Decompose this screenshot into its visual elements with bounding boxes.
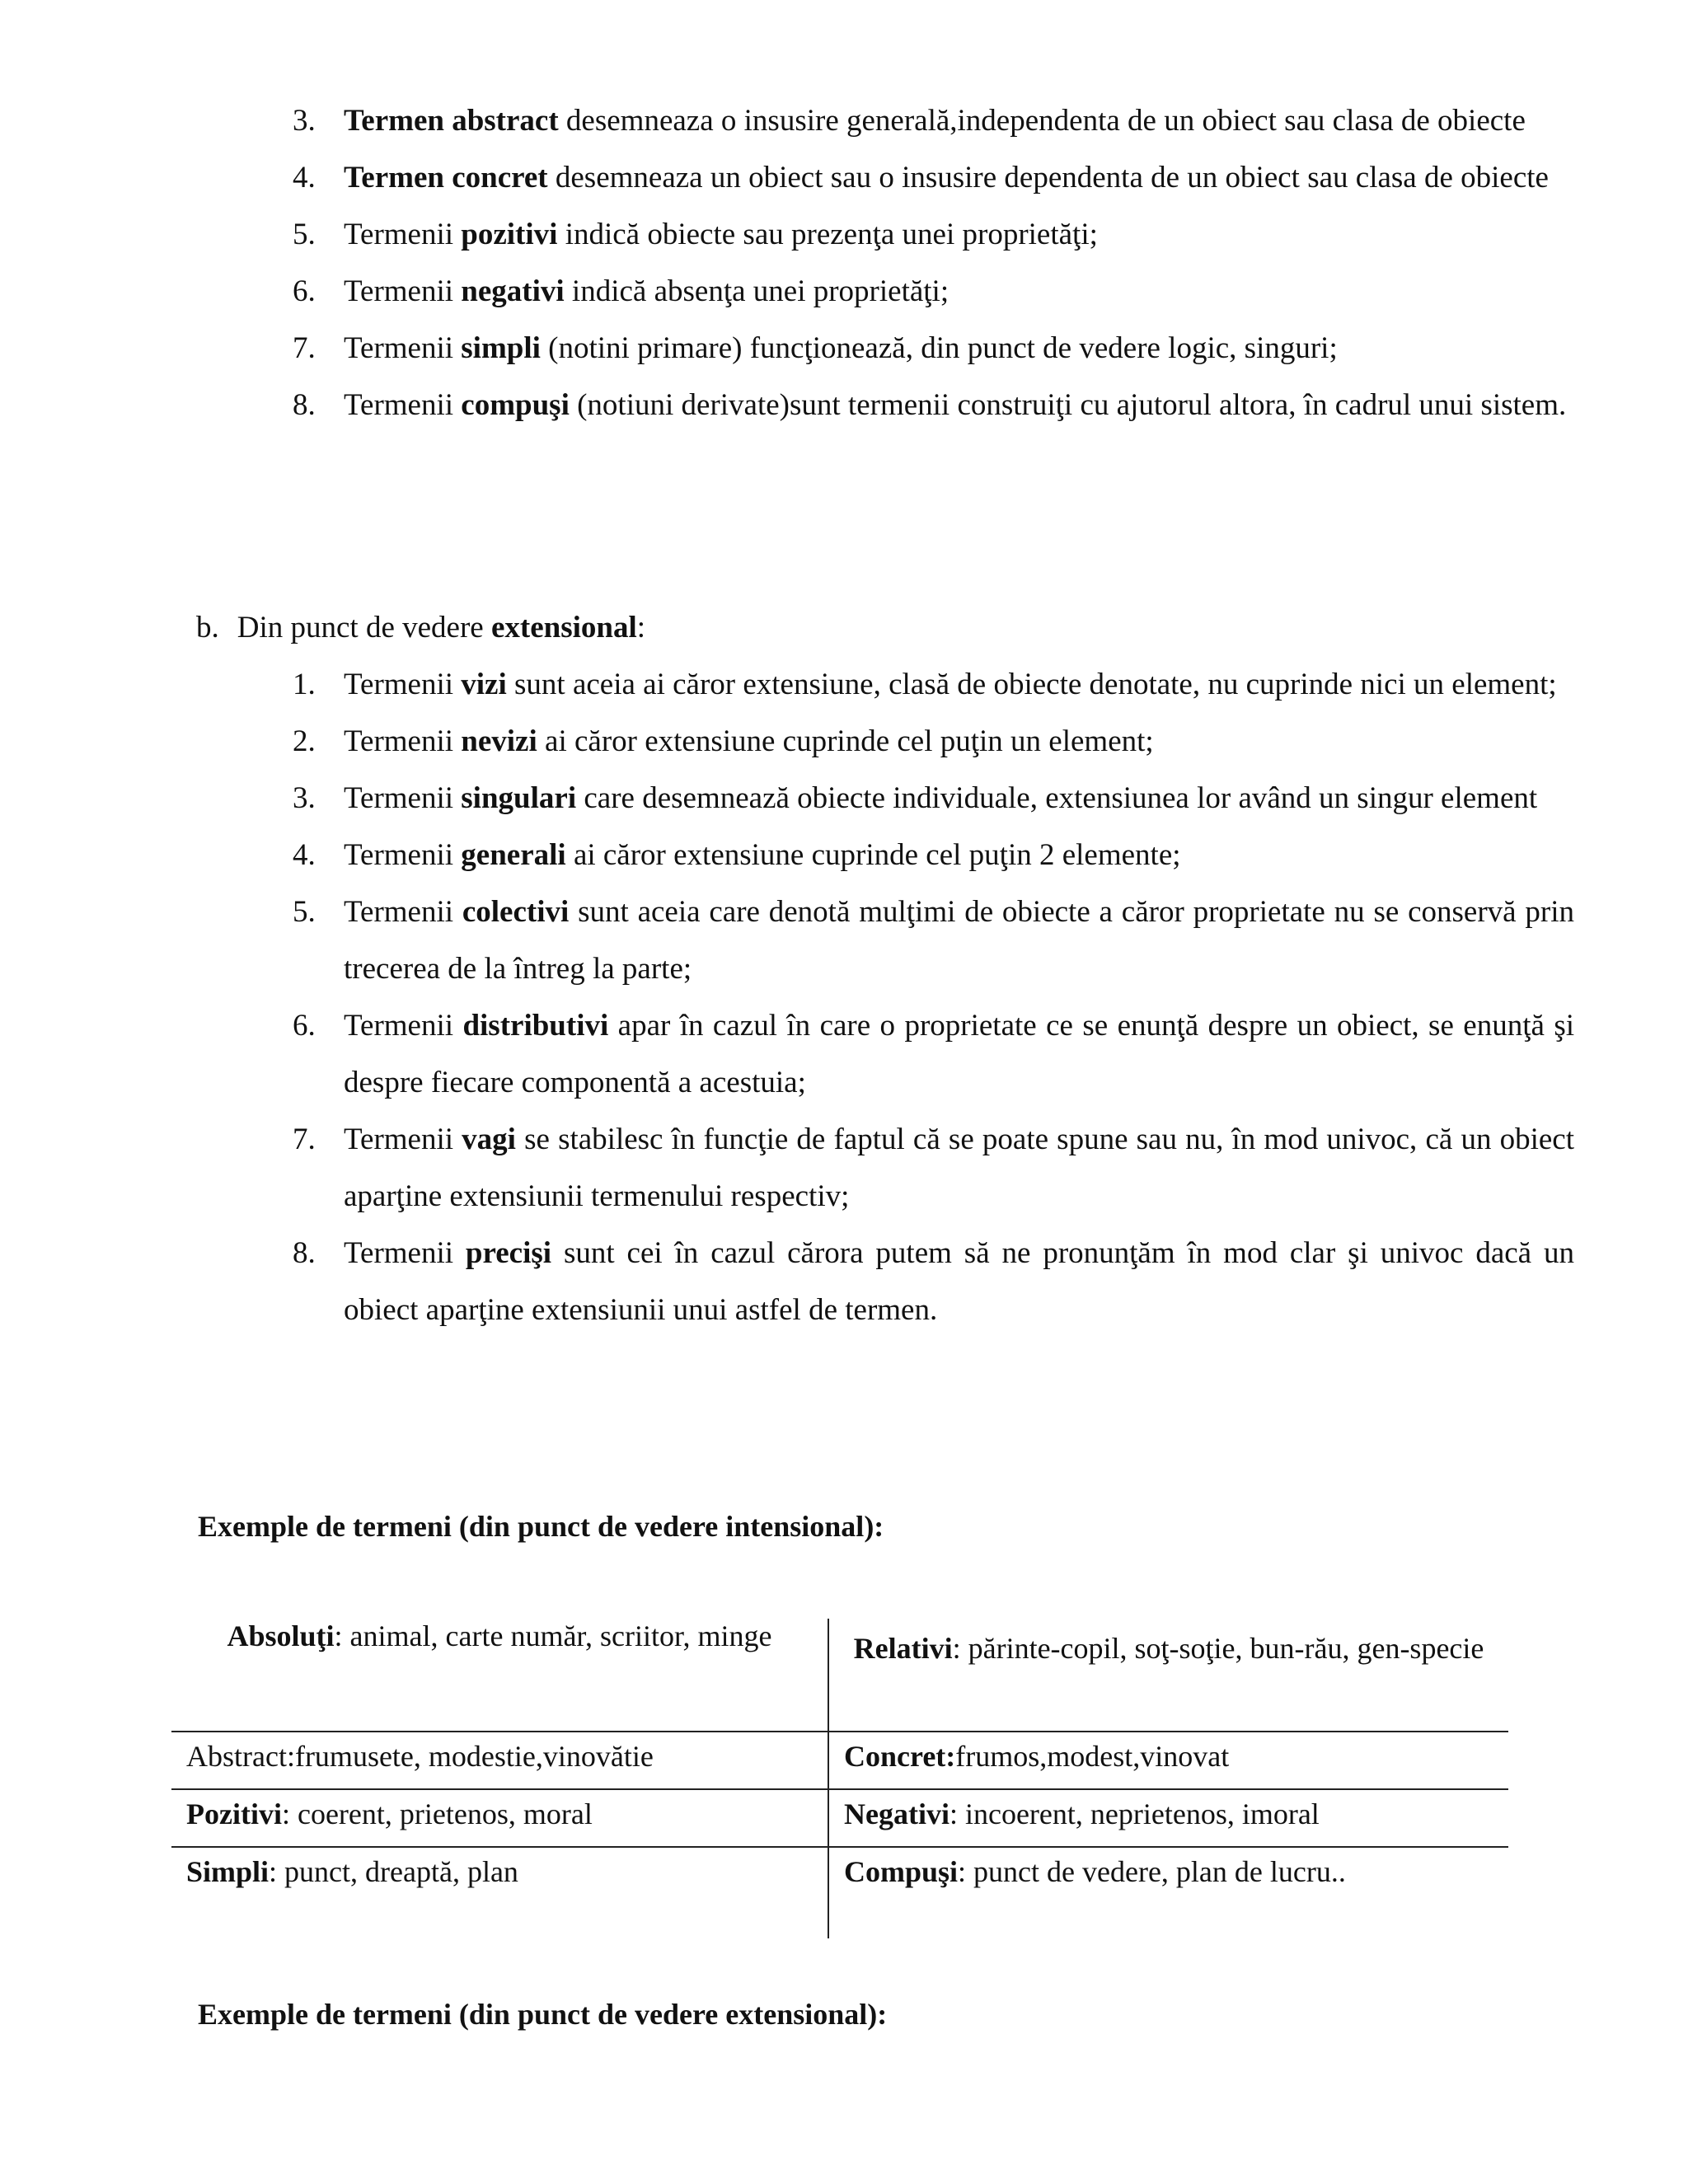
item-number: 5. bbox=[293, 218, 316, 251]
term-prefix: Termenii bbox=[344, 724, 462, 758]
cell-examples: : punct, dreaptă, plan bbox=[269, 1855, 518, 1888]
item-number: 7. bbox=[293, 1122, 316, 1156]
examples-extensional-heading: Exemple de termeni (din punct de vedere extensional): bbox=[198, 1998, 888, 2031]
table-cell bbox=[828, 1619, 1508, 1732]
list-item bbox=[293, 377, 1574, 434]
list-item bbox=[293, 263, 1574, 320]
table-cell bbox=[171, 1847, 828, 1938]
list-item bbox=[293, 149, 1574, 206]
item-number: 6. bbox=[293, 274, 316, 308]
term-definition: desemneaza o insusire generală,independenta de un obiect sau clasa de obiecte bbox=[558, 104, 1526, 138]
list-item bbox=[293, 1111, 1574, 1225]
term-name: vagi bbox=[462, 1122, 516, 1156]
term-name: colectivi bbox=[462, 895, 570, 929]
term-definition: indică obiecte sau prezenţa unei proprietăţi; bbox=[557, 218, 1098, 251]
list-item bbox=[293, 883, 1574, 997]
term-prefix: Termenii bbox=[344, 218, 462, 251]
item-number: 2. bbox=[293, 724, 316, 758]
term-definition: sunt aceia care denotă mulţimi de obiecte a căror proprietate nu se conservă prin trecerea de la întreg la parte; bbox=[344, 895, 1574, 986]
list-item bbox=[293, 206, 1574, 263]
section-b-heading bbox=[196, 599, 645, 656]
cell-examples: : animal, carte număr, scriitor, minge bbox=[334, 1619, 772, 1652]
term-prefix: Termenii bbox=[344, 388, 462, 422]
heading-prefix: Din punct de vedere bbox=[237, 611, 491, 644]
item-number: 8. bbox=[293, 1236, 316, 1270]
cell-examples: : coerent, prietenos, moral bbox=[281, 1797, 593, 1830]
table-cell bbox=[171, 1789, 828, 1847]
term-prefix: Termenii bbox=[344, 331, 462, 365]
term-prefix: Termenii bbox=[344, 274, 462, 308]
heading-bold: extensional bbox=[490, 611, 637, 644]
table-row bbox=[171, 1732, 1508, 1789]
list-item bbox=[293, 92, 1574, 149]
list-item bbox=[293, 656, 1574, 713]
term-name: compuşi bbox=[461, 388, 570, 422]
table-row bbox=[171, 1619, 1508, 1732]
cell-term: Compuşi bbox=[844, 1855, 959, 1888]
cell-examples: : punct de vedere, plan de lucru.. bbox=[958, 1855, 1346, 1888]
term-definition: sunt aceia ai căror extensiune, clasă de obiecte denotate, nu cuprinde nici un element; bbox=[506, 668, 1557, 701]
list-item bbox=[293, 320, 1574, 377]
table-cell bbox=[828, 1789, 1508, 1847]
term-definition: sunt cei în cazul cărora putem să ne pronunţăm în mod clar şi univoc dacă un obiect aparţine extensiunii unui astfel de termen. bbox=[344, 1236, 1574, 1327]
term-name: Termen concret bbox=[344, 161, 548, 194]
term-name: nevizi bbox=[461, 724, 537, 758]
term-prefix: Termenii bbox=[344, 1122, 462, 1156]
term-definition: desemneaza un obiect sau o insusire dependenta de un obiect sau clasa de obiecte bbox=[547, 161, 1549, 194]
table-cell bbox=[828, 1847, 1508, 1938]
item-number: 8. bbox=[293, 388, 316, 422]
term-definition: ai căror extensiune cuprinde cel puţin un element; bbox=[537, 724, 1154, 758]
item-number: 3. bbox=[293, 781, 316, 815]
term-name: generali bbox=[461, 838, 566, 872]
term-prefix: Termenii bbox=[344, 838, 462, 872]
cell-term: Absoluţi bbox=[227, 1619, 335, 1652]
cell-term: Concret: bbox=[844, 1740, 956, 1773]
item-number: 5. bbox=[293, 895, 316, 929]
table-cell bbox=[828, 1732, 1508, 1789]
examples-table bbox=[171, 1619, 1508, 1938]
term-definition: indică absenţa unei proprietăţi; bbox=[564, 274, 950, 308]
term-prefix: Termenii bbox=[344, 1236, 466, 1270]
table-cell bbox=[171, 1619, 828, 1732]
cell-examples: frumos,modest,vinovat bbox=[955, 1740, 1230, 1773]
list-item bbox=[293, 997, 1574, 1111]
item-number: 4. bbox=[293, 161, 316, 194]
list-item bbox=[293, 770, 1574, 827]
list-item bbox=[293, 827, 1574, 883]
term-name: pozitivi bbox=[461, 218, 558, 251]
item-number: b. bbox=[196, 611, 219, 644]
item-number: 1. bbox=[293, 668, 316, 701]
term-name: vizi bbox=[461, 668, 507, 701]
list-item bbox=[293, 713, 1574, 770]
item-number: 3. bbox=[293, 104, 316, 138]
term-definition: care desemnează obiecte individuale, extensiunea lor având un singur element bbox=[576, 781, 1538, 815]
cell-examples: : incoerent, neprietenos, imoral bbox=[949, 1797, 1320, 1830]
cell-term: Pozitivi bbox=[186, 1797, 282, 1830]
term-name: Termen abstract bbox=[344, 104, 559, 138]
item-number: 4. bbox=[293, 838, 316, 872]
list-extensional bbox=[293, 656, 1574, 1338]
cell-term: Relativi bbox=[853, 1632, 953, 1665]
examples-intensional-heading: Exemple de termeni (din punct de vedere intensional): bbox=[198, 1510, 884, 1543]
term-name: simpli bbox=[461, 331, 541, 365]
cell-term: Negativi bbox=[844, 1797, 950, 1830]
cell-examples: Abstract:frumusete, modestie,vinovătie bbox=[186, 1740, 654, 1773]
term-prefix: Termenii bbox=[344, 668, 462, 701]
term-name: negativi bbox=[461, 274, 565, 308]
term-prefix: Termenii bbox=[344, 1009, 463, 1043]
term-definition: se stabilesc în funcţie de faptul că se poate spune sau nu, în mod univoc, că un obiect aparţine extensiunii termenului respectiv; bbox=[344, 1122, 1574, 1213]
cell-examples: : părinte-copil, soţ-soţie, bun-rău, gen-specie bbox=[952, 1632, 1484, 1665]
term-definition: (notini primare) funcţionează, din punct de vedere logic, singuri; bbox=[540, 331, 1338, 365]
item-number: 7. bbox=[293, 331, 316, 365]
term-name: distributivi bbox=[462, 1009, 609, 1043]
term-definition: ai căror extensiune cuprinde cel puţin 2 elemente; bbox=[565, 838, 1181, 872]
term-definition: apar în cazul în care o proprietate ce se enunţă despre un obiect, se enunţă şi despre fiecare componentă a acestuia; bbox=[344, 1009, 1574, 1099]
table-row bbox=[171, 1847, 1508, 1938]
table-cell bbox=[171, 1732, 828, 1789]
list-intensional-continued bbox=[293, 92, 1574, 434]
term-name: singulari bbox=[461, 781, 577, 815]
term-prefix: Termenii bbox=[344, 781, 462, 815]
list-item bbox=[293, 1225, 1574, 1338]
term-name: precişi bbox=[465, 1236, 552, 1270]
heading-suffix: : bbox=[636, 611, 646, 644]
term-prefix: Termenii bbox=[344, 895, 462, 929]
cell-term: Simpli bbox=[186, 1855, 270, 1888]
item-number: 6. bbox=[293, 1009, 316, 1043]
term-definition: (notiuni derivate)sunt termenii construiţi cu ajutorul altora, în cadrul unui sistem. bbox=[569, 388, 1567, 422]
table-row bbox=[171, 1789, 1508, 1847]
